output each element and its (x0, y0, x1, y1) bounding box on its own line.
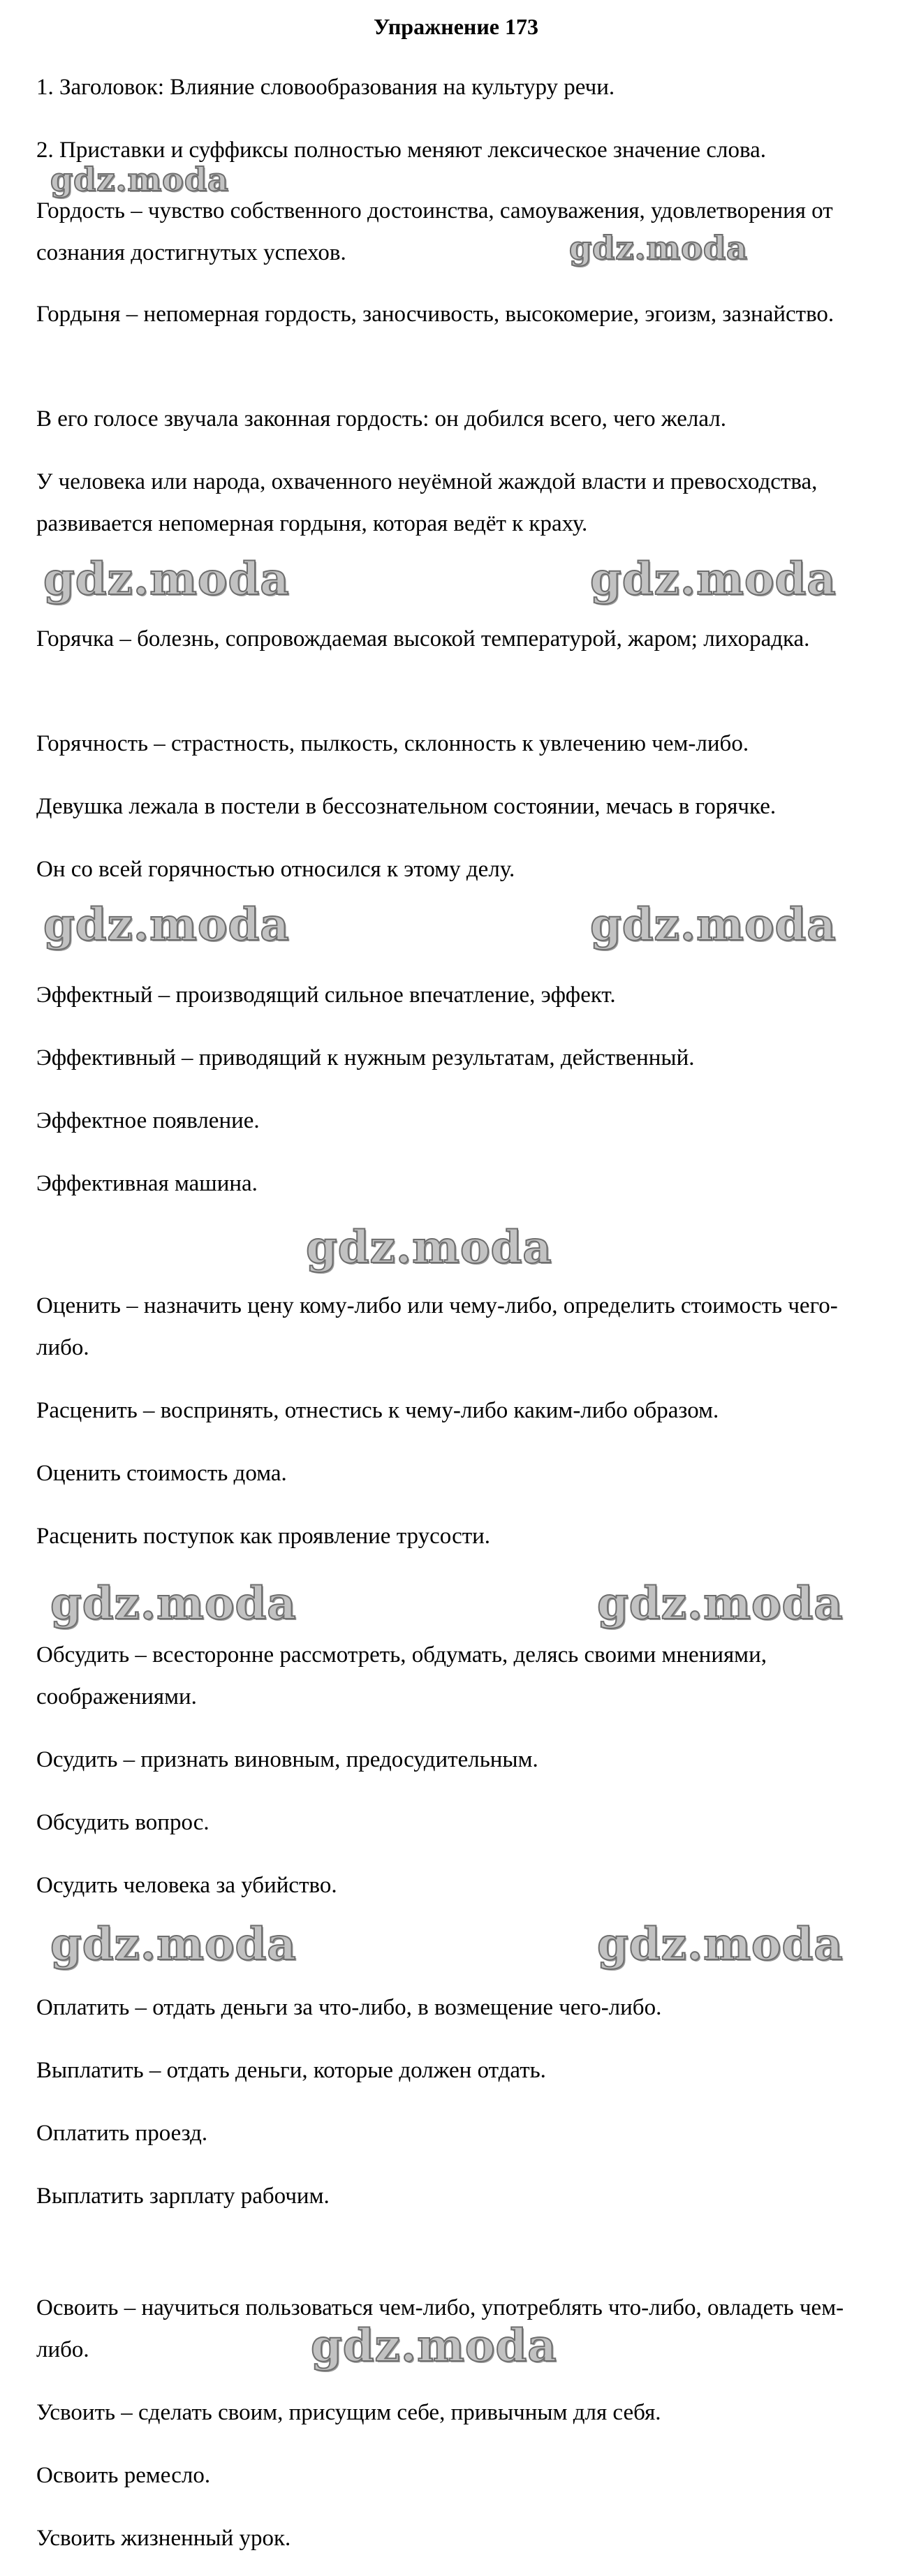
watermark-logo: gdz.moda (311, 2320, 557, 2372)
definition-vyplatit: Выплатить – отдать деньги, которые должен отдать. (36, 2058, 546, 2083)
example-gordost: В его голосе звучала законная гордость: он добился всего, чего желал. (36, 406, 726, 432)
watermark-logo: gdz.moda (597, 1918, 844, 1971)
definition-otsenit: Оценить – назначить цену кому-либо или чему-либо, определить стоимость чего-либо. (36, 1293, 838, 1360)
definition-usvoit: Усвоить – сделать своим, присущим себе, привычным для себя. (36, 2400, 661, 2425)
example-gordynya: У человека или народа, охваченного неуёмной жаждой власти и превосходства, развивается непомерная гордыня, которая ведёт к краху. (36, 469, 818, 536)
definition-effektnyi: Эффектный – производящий сильное впечатление, эффект. (36, 982, 616, 1008)
example-vyplatit: Выплатить зарплату рабочим. (36, 2184, 330, 2209)
example-effektnyi: Эффектное появление. (36, 1108, 260, 1133)
example-effektivnyi: Эффективная машина. (36, 1171, 258, 1196)
watermark-logo: gdz.moda (50, 161, 229, 198)
example-oplatit: Оплатить проезд. (36, 2121, 208, 2146)
exercise-title: Упражнение 173 (373, 14, 538, 39)
example-goryachnost: Он со всей горячностью относился к этому делу. (36, 857, 515, 882)
definition-gordost: Гордость – чувство собственного достоинства, самоуважения, удовлетворения от сознания достигнутых успехов. (36, 198, 833, 265)
watermark-logo: gdz.moda (43, 553, 290, 605)
definition-effektivnyi: Эффективный – приводящий к нужным результатам, действенный. (36, 1045, 695, 1070)
definition-rastsenit: Расценить – воспринять, отнестись к чему-либо каким-либо образом. (36, 1398, 719, 1423)
example-osudit: Осудить человека за убийство. (36, 1873, 337, 1898)
watermark-logo: gdz.moda (569, 229, 748, 267)
paragraph-statement: 2. Приставки и суффиксы полностью меняют лексическое значение слова. (36, 138, 767, 163)
paragraph-heading: 1. Заголовок: Влияние словообразования на культуру речи. (36, 75, 615, 100)
example-rastsenit: Расценить поступок как проявление трусости. (36, 1524, 491, 1549)
definition-goryachnost: Горячность – страстность, пылкость, склонность к увлечению чем-либо. (36, 731, 749, 756)
definition-osudit: Осудить – признать виновным, предосудительным. (36, 1747, 538, 1772)
example-osvoit: Освоить ремесло. (36, 2463, 211, 2488)
watermark-logo: gdz.moda (597, 1577, 844, 1630)
example-goryachka: Девушка лежала в постели в бессознательном состоянии, мечась в горячке. (36, 794, 777, 819)
example-usvoit: Усвоить жизненный урок. (36, 2526, 291, 2551)
watermark-logo: gdz.moda (43, 899, 290, 951)
watermark-logo: gdz.moda (590, 899, 837, 951)
watermark-logo: gdz.moda (590, 553, 837, 605)
definition-goryachka: Горячка – болезнь, сопровождаемая высокой температурой, жаром; лихорадка. (36, 626, 810, 652)
definition-obsudit: Обсудить – всесторонне рассмотреть, обдумать, делясь своими мнениями, соображениями. (36, 1642, 767, 1709)
watermark-logo: gdz.moda (50, 1577, 297, 1630)
definition-gordynya: Гордыня – непомерная гордость, заносчивость, высокомерие, эгоизм, зазнайство. (36, 302, 834, 327)
definition-oplatit: Оплатить – отдать деньги за что-либо, в возмещение чего-либо. (36, 1995, 662, 2020)
watermark-logo: gdz.moda (50, 1918, 297, 1971)
example-obsudit: Обсудить вопрос. (36, 1810, 209, 1835)
definition-osvoit: Освоить – научиться пользоваться чем-либо, употреблять что-либо, овладеть чем-либо. (36, 2295, 844, 2362)
watermark-logo: gdz.moda (306, 1221, 552, 1274)
example-otsenit: Оценить стоимость дома. (36, 1461, 287, 1486)
